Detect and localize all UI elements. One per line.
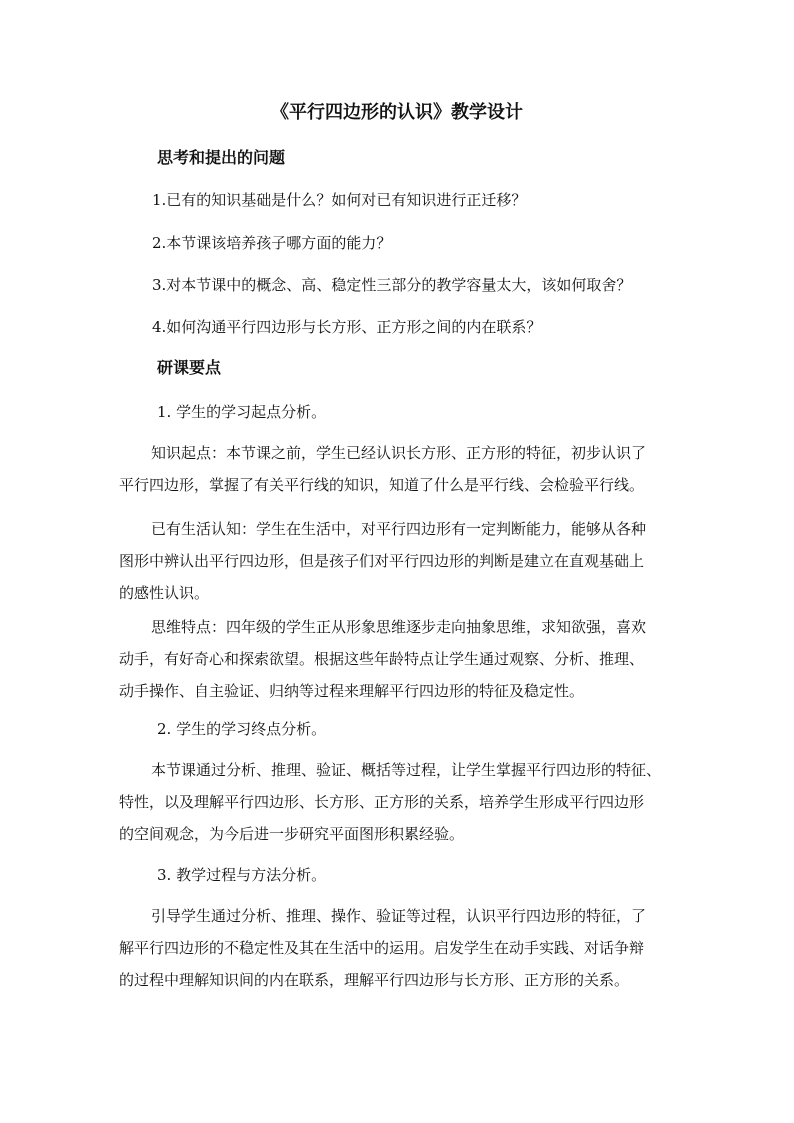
analysis-item-heading: 3. 教学过程与方法分析。 xyxy=(157,866,327,884)
paragraph-line: 知识起点：本节课之前，学生已经认识长方形、正方形的特征，初步认识了 xyxy=(151,444,647,462)
question-item: 3.对本节课中的概念、高、稳定性三部分的教学容量太大，该如何取舍？ xyxy=(152,276,632,294)
paragraph-line: 已有生活认知：学生在生活中，对平行四边形有一定判断能力，能够从各种 xyxy=(151,520,647,538)
paragraph-thinking-traits xyxy=(119,611,685,707)
paragraph-line: 的过程中理解知识间的内在联系，理解平行四边形与长方形、正方形的关系。 xyxy=(119,971,630,989)
question-item: 4.如何沟通平行四边形与长方形、正方形之间的内在联系？ xyxy=(152,318,542,336)
paragraph-line: 的感性认识。 xyxy=(119,584,210,602)
paragraph-line: 本节课通过分析、推理、验证、概括等过程，让学生掌握平行四边形的特征、 xyxy=(151,761,662,779)
question-item: 2.本节课该培养孩子哪方面的能力？ xyxy=(152,234,392,252)
section-heading-questions: 思考和提出的问题 xyxy=(157,148,286,167)
section-heading-key-points: 研课要点 xyxy=(157,358,222,377)
paragraph-line: 动手，有好奇心和探索欲望。根据这些年龄特点让学生通过观察、分析、推理、 xyxy=(119,650,645,668)
paragraph-teaching-process xyxy=(119,900,685,996)
paragraph-line: 平行四边形，掌握了有关平行线的知识，知道了什么是平行线、会检验平行线。 xyxy=(119,476,645,494)
paragraph-learning-endpoint xyxy=(119,754,685,850)
analysis-item-heading: 2. 学生的学习终点分析。 xyxy=(157,720,327,738)
document-title: 《平行四边形的认识》教学设计 xyxy=(271,102,523,123)
paragraph-line: 解平行四边形的不稳定性及其在生活中的运用。启发学生在动手实践、对话争辩 xyxy=(119,939,645,957)
paragraph-knowledge-start xyxy=(119,437,685,501)
paragraph-line: 特性，以及理解平行四边形、长方形、正方形的关系，培养学生形成平行四边形 xyxy=(119,793,645,811)
analysis-item-heading: 1. 学生的学习起点分析。 xyxy=(157,403,327,421)
question-item: 1.已有的知识基础是什么？如何对已有知识进行正迁移？ xyxy=(152,191,527,209)
paragraph-line: 图形中辨认出平行四边形，但是孩子们对平行四边形的判断是建立在直观基础上 xyxy=(119,552,645,570)
paragraph-line: 思维特点：四年级的学生正从形象思维逐步走向抽象思维，求知欲强，喜欢 xyxy=(151,618,647,636)
paragraph-line: 引导学生通过分析、推理、操作、验证等过程，认识平行四边形的特征，了 xyxy=(151,907,647,925)
paragraph-line: 的空间观念，为今后进一步研究平面图形积累经验。 xyxy=(119,825,465,843)
paragraph-life-cognition xyxy=(119,513,685,609)
paragraph-line: 动手操作、自主验证、归纳等过程来理解平行四边形的特征及稳定性。 xyxy=(119,682,585,700)
